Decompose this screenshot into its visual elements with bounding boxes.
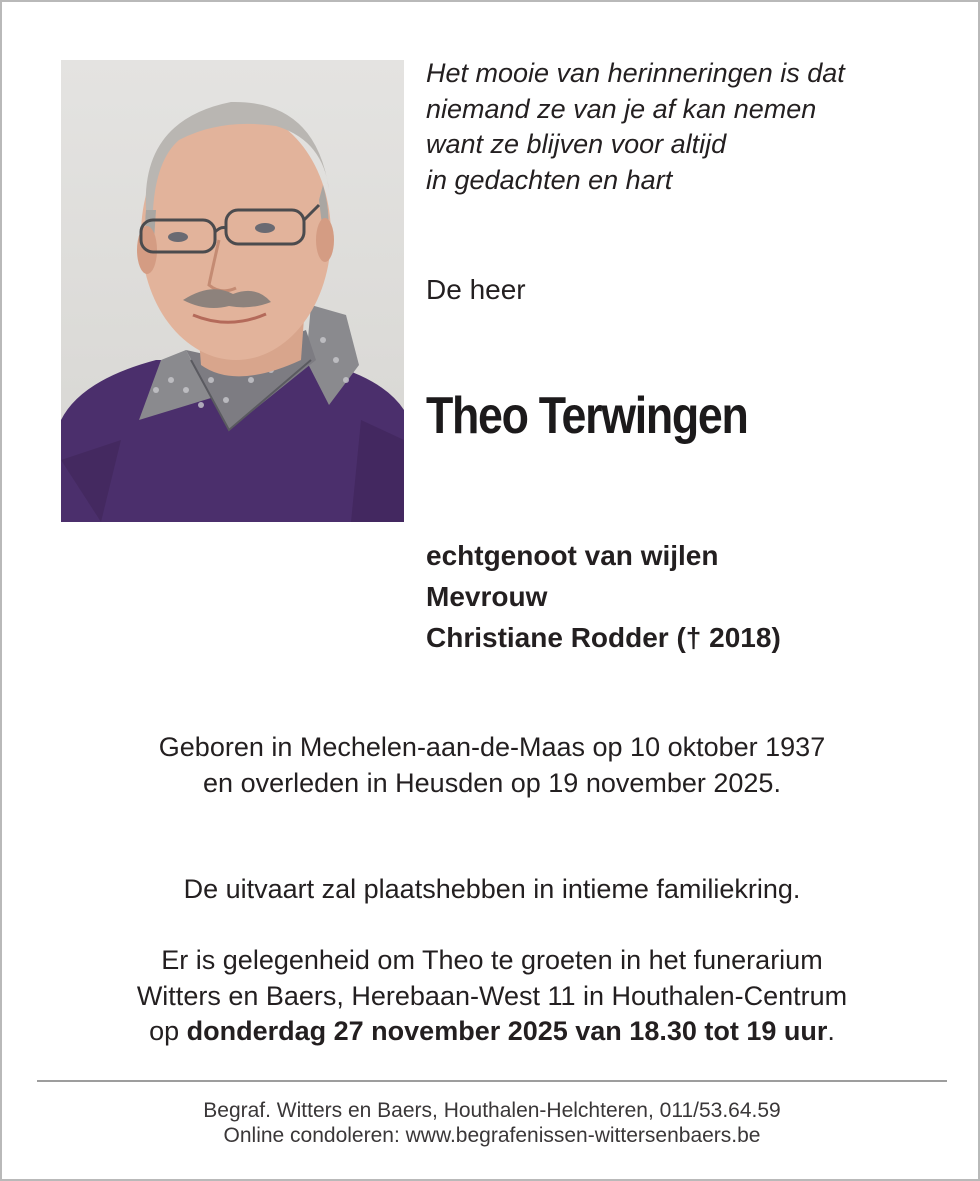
poem-line: Het mooie van herinneringen is dat (426, 58, 845, 88)
divider (37, 1080, 947, 1082)
viewing-prefix: op (149, 1016, 187, 1046)
viewing-notice (42, 943, 942, 1050)
portrait-photo (61, 60, 404, 522)
viewing-line: Er is gelegenheid om Theo te groeten in het funerarium (161, 945, 823, 975)
viewing-line (42, 1014, 942, 1050)
viewing-line: Witters en Baers, Herebaan-West 11 in Houthalen-Centrum (136, 980, 848, 1011)
spouse-info (426, 535, 781, 658)
spouse-line: Christiane Rodder († 2018) (426, 622, 781, 653)
footer-contact: Begraf. Witters en Baers, Houthalen-Helchteren, 011/53.64.59 (203, 1099, 781, 1122)
footer-website: Online condoleren: www.begrafenissen-wittersenbaers.be (223, 1124, 761, 1147)
salutation: De heer (426, 274, 526, 305)
poem-line: niemand ze van je af kan nemen (426, 93, 817, 124)
funeral-notice (42, 872, 942, 908)
poem-line: want ze blijven voor altijd (426, 129, 727, 159)
birth-death-info (42, 730, 942, 801)
spouse-line: echtgenoot van wijlen (426, 540, 719, 571)
poem-line: in gedachten en hart (426, 164, 673, 195)
funeral-line: De uitvaart zal plaatshebben in intieme familiekring. (183, 874, 801, 904)
viewing-suffix: . (827, 1016, 835, 1046)
died-line: en overleden in Heusden op 19 november 2025. (203, 767, 781, 798)
portrait-illustration (61, 60, 404, 522)
born-line: Geboren in Mechelen-aan-de-Maas op 10 oktober 1937 (158, 732, 826, 762)
funeral-home-footer (42, 1098, 942, 1148)
spouse-line: Mevrouw (426, 581, 548, 612)
memorial-poem (426, 56, 845, 198)
viewing-date: donderdag 27 november 2025 van 18.30 tot 19 uur (186, 1016, 828, 1046)
deceased-name: Theo Terwingen (426, 387, 748, 445)
